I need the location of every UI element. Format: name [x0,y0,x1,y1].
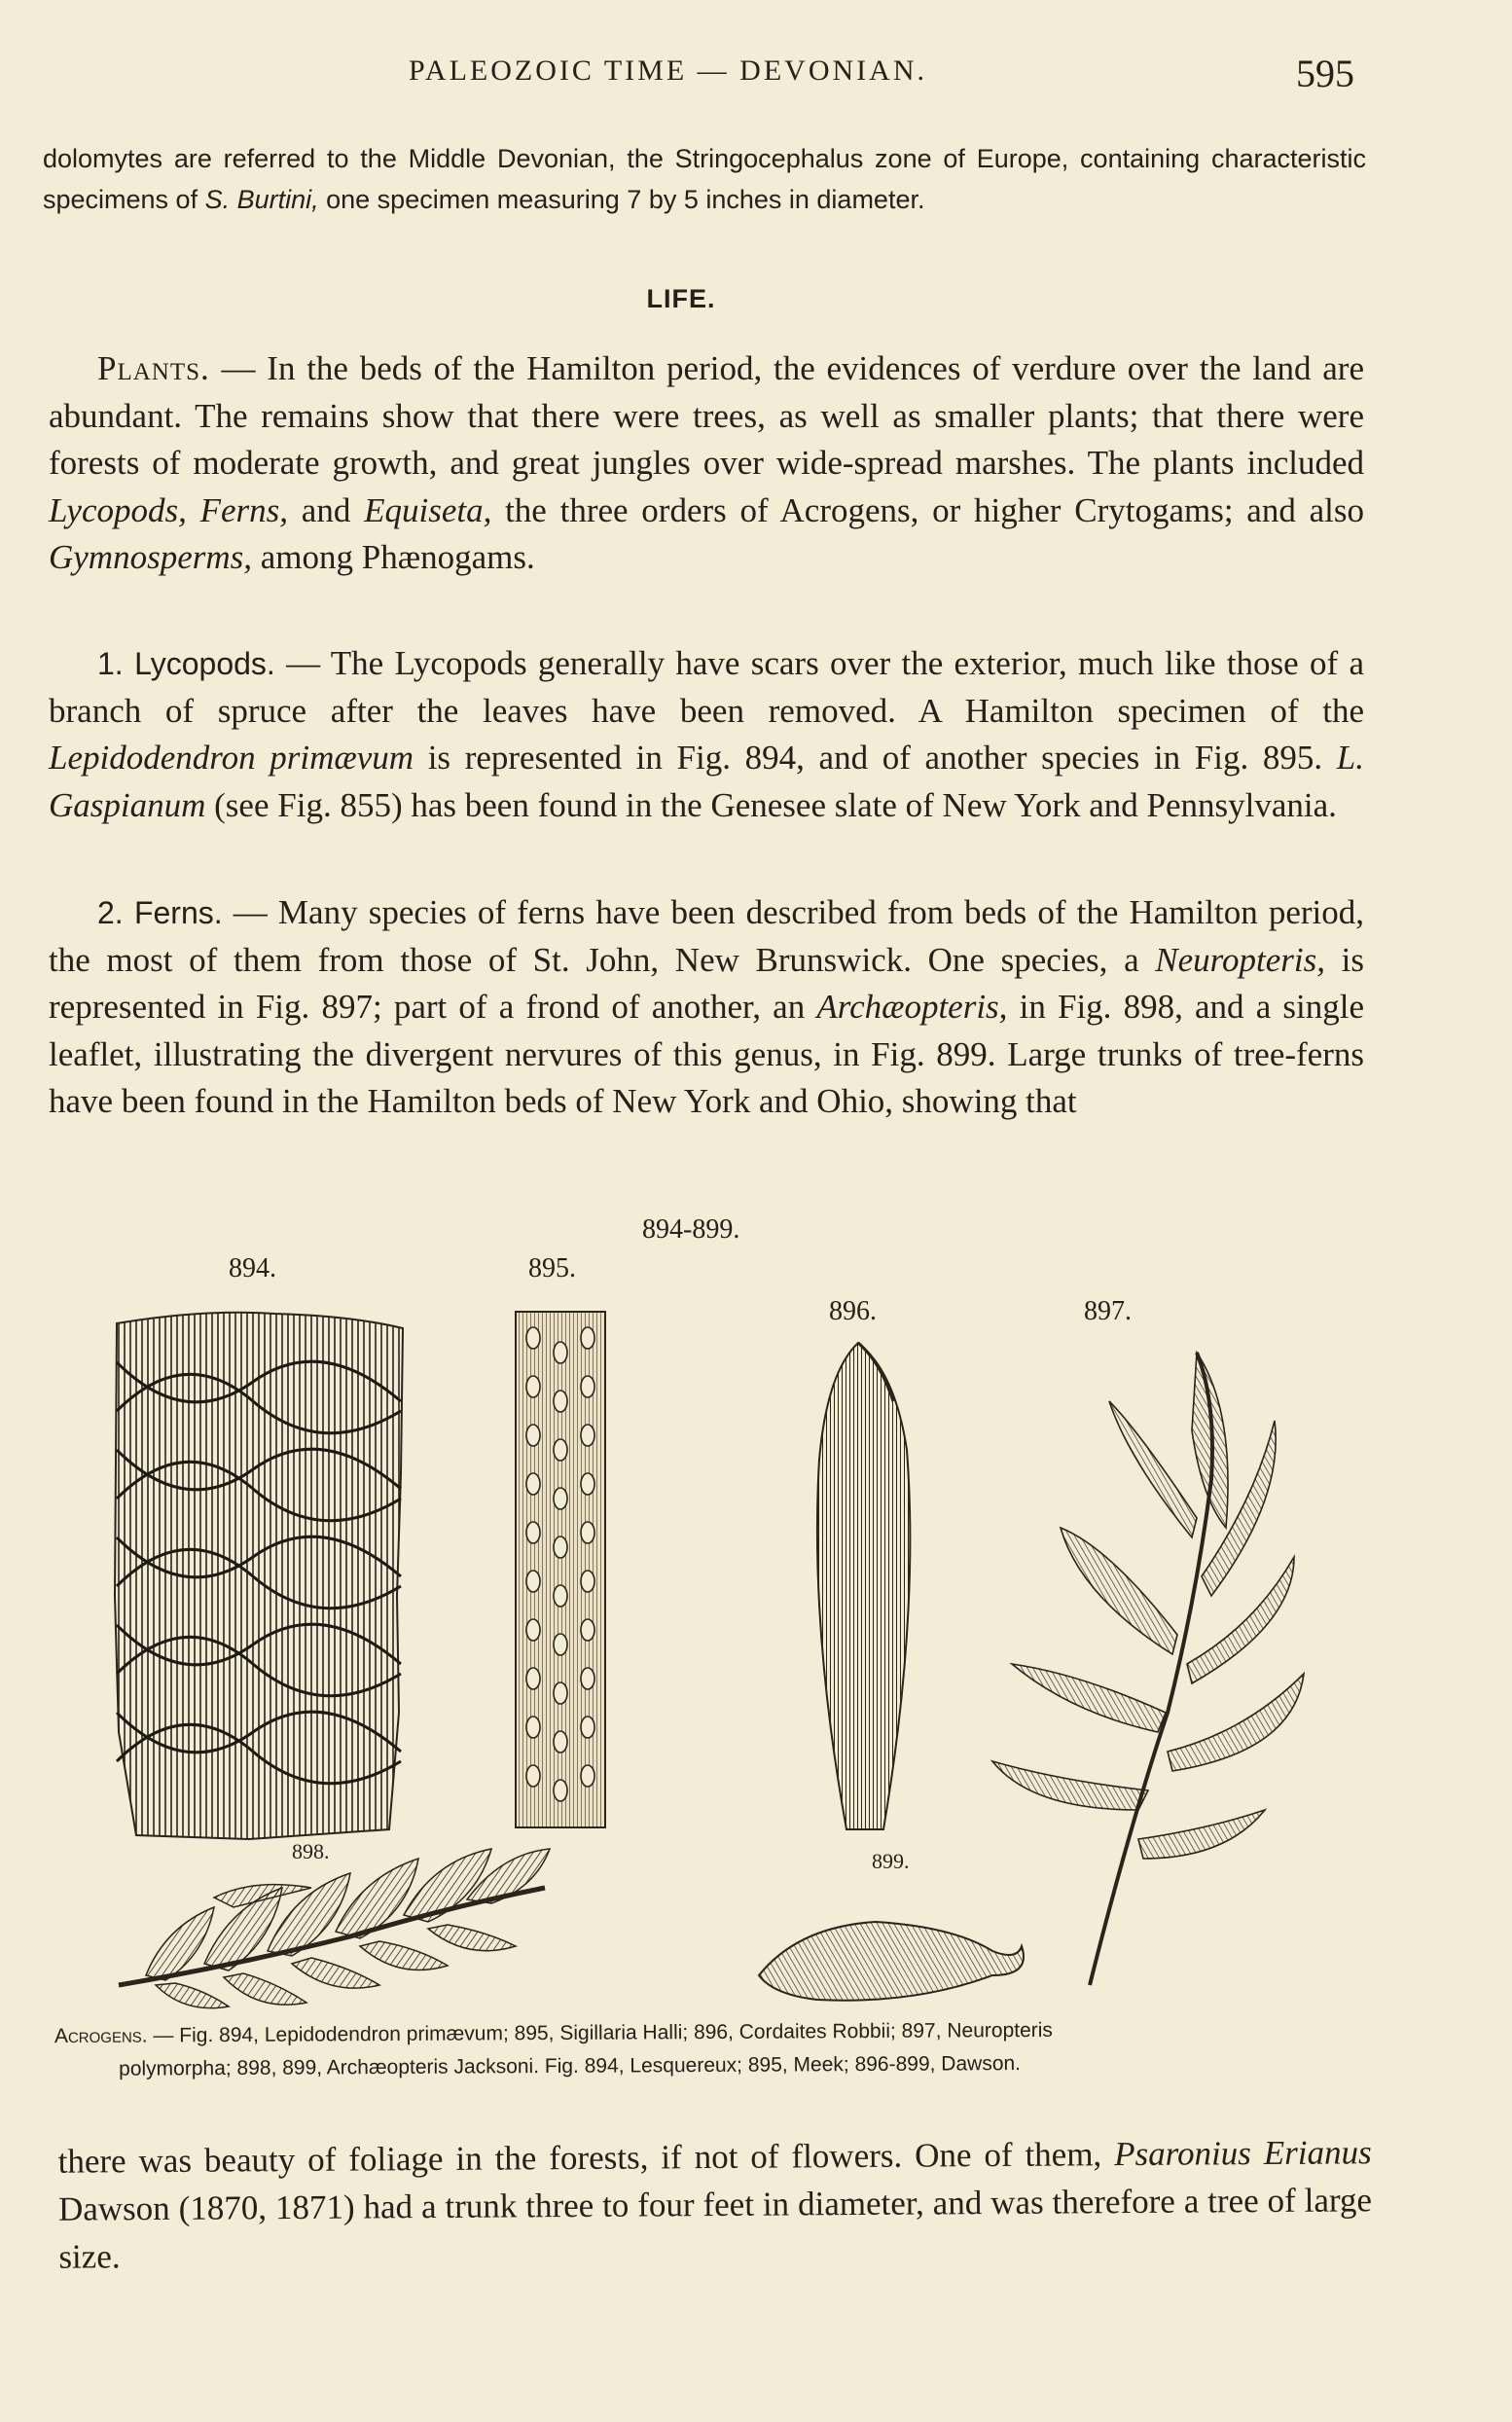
ferns-text-3: in Fig. 898, and a single leaflet, illustrating the divergent nervures of this genus, in Fig. 899. Large trunks of tree-ferns have been found in the Hamilton beds of New York and Ohio, showing that [49,988,1364,1120]
lycopods-lead: 1. Lycopods. [97,646,275,681]
fig-895-sigillaria [516,1312,605,1827]
plants-italic-3: Gymnosperms, [49,538,253,576]
fig-897-neuropteris [992,1353,1304,1985]
plants-italic-2: Equiseta, [364,490,492,529]
lycopods-text-1: — The Lycopods generally have scars over the exterior, much like those of a branch of spruce after the leaves have been removed. A Hamilton specimen of the [49,644,1364,730]
fig-894-lepidodendron [115,1313,403,1839]
plants-paragraph [49,345,1364,582]
fig-898-archaeopteris [119,1849,550,2008]
page-number: 595 [1296,52,1354,95]
lycopods-text-2: is represented in Fig. 894, and of another species in Fig. 895. [414,739,1337,777]
ferns-text-1: — Many species of ferns have been described from beds of the Hamilton period, the most of them from those of St. John, New Brunswick. One species, a [49,893,1364,979]
lycopods-text-3: (see Fig. 855) has been found in the Genesee slate of New York and Pennsylvania. [205,785,1337,824]
figure-caption [54,2012,1368,2086]
plants-text-4: among Phænogams. [252,538,535,576]
fig-895-label: 895. [528,1253,576,1283]
ferns-paragraph [49,889,1364,1126]
running-title: PALEOZOIC TIME — DEVONIAN. [409,54,927,87]
figure-group-label: 894-899. [642,1214,740,1245]
lycopods-italic-2: L. Gaspianum [49,739,1364,824]
fig-894-label: 894. [229,1253,276,1283]
closing-text-2: Dawson (1870, 1871) had a trunk three to four feet in diameter, and was therefore a tree of large size. [57,2181,1373,2276]
ferns-italic-1: Neuropteris, [1155,940,1325,979]
ferns-text-2: is represented in Fig. 897; part of a frond of another, an [49,940,1364,1026]
plants-text-1: — In the beds of the Hamilton period, the evidences of verdure over the land are abundant. The remains show that there were trees, as well as smaller plants; that there were forests of moderate growth, and great jungles over wide-spread marshes. The plants included [49,349,1364,482]
fig-899-label: 899. [872,1849,910,1873]
page-header [0,51,1512,109]
caption-line-2: polymorpha; 898, 899, Archæopteris Jacksoni. Fig. 894, Lesquereux; 895, Meek; 896-899, Dawson. [119,2052,1022,2080]
ferns-italic-2: Archæopteris, [816,988,1008,1026]
section-heading: LIFE. [646,284,716,313]
fig-896-cordaites [817,1343,910,1829]
fig-898-label: 898. [292,1839,330,1863]
plants-lead: Plants. [97,349,210,387]
intro-species: S. Burtini, [204,185,319,214]
caption-lead: Acrogens. [54,2024,148,2048]
intro-text-end: one specimen measuring 7 by 5 inches in diameter. [318,185,925,214]
ferns-lead: 2. Ferns. [97,895,223,930]
closing-text-1: there was beauty of foliage in the forests, if not of flowers. One of them, [57,2135,1115,2181]
fig-897-label: 897. [1084,1296,1132,1326]
caption-line-1: — Fig. 894, Lepidodendron primævum; 895, Sigillaria Halli; 896, Cordaites Robbii; 897, Neuropteris [147,2018,1053,2047]
plants-text-2: and [288,490,365,529]
closing-italic-1: Psaronius Erianus [1114,2133,1372,2174]
plants-italic-1: Lycopods, Ferns, [49,490,289,529]
lycopods-italic-1: Lepidodendron primævum [49,739,414,777]
intro-text: dolomytes are referred to the Middle Devonian, the Stringocephalus zone of Europe, containing characteristic specimens of [43,144,1366,214]
fossil-illustration [58,1207,1382,2014]
lycopods-paragraph [49,640,1364,829]
plants-text-3: the three orders of Acrogens, or higher Crytogams; and also [491,490,1364,529]
fossil-figure [58,1207,1382,2014]
fig-899-leaflet [759,1922,1024,2001]
closing-paragraph [58,2128,1373,2280]
intro-paragraph [43,138,1366,220]
fig-896-label: 896. [829,1296,877,1326]
